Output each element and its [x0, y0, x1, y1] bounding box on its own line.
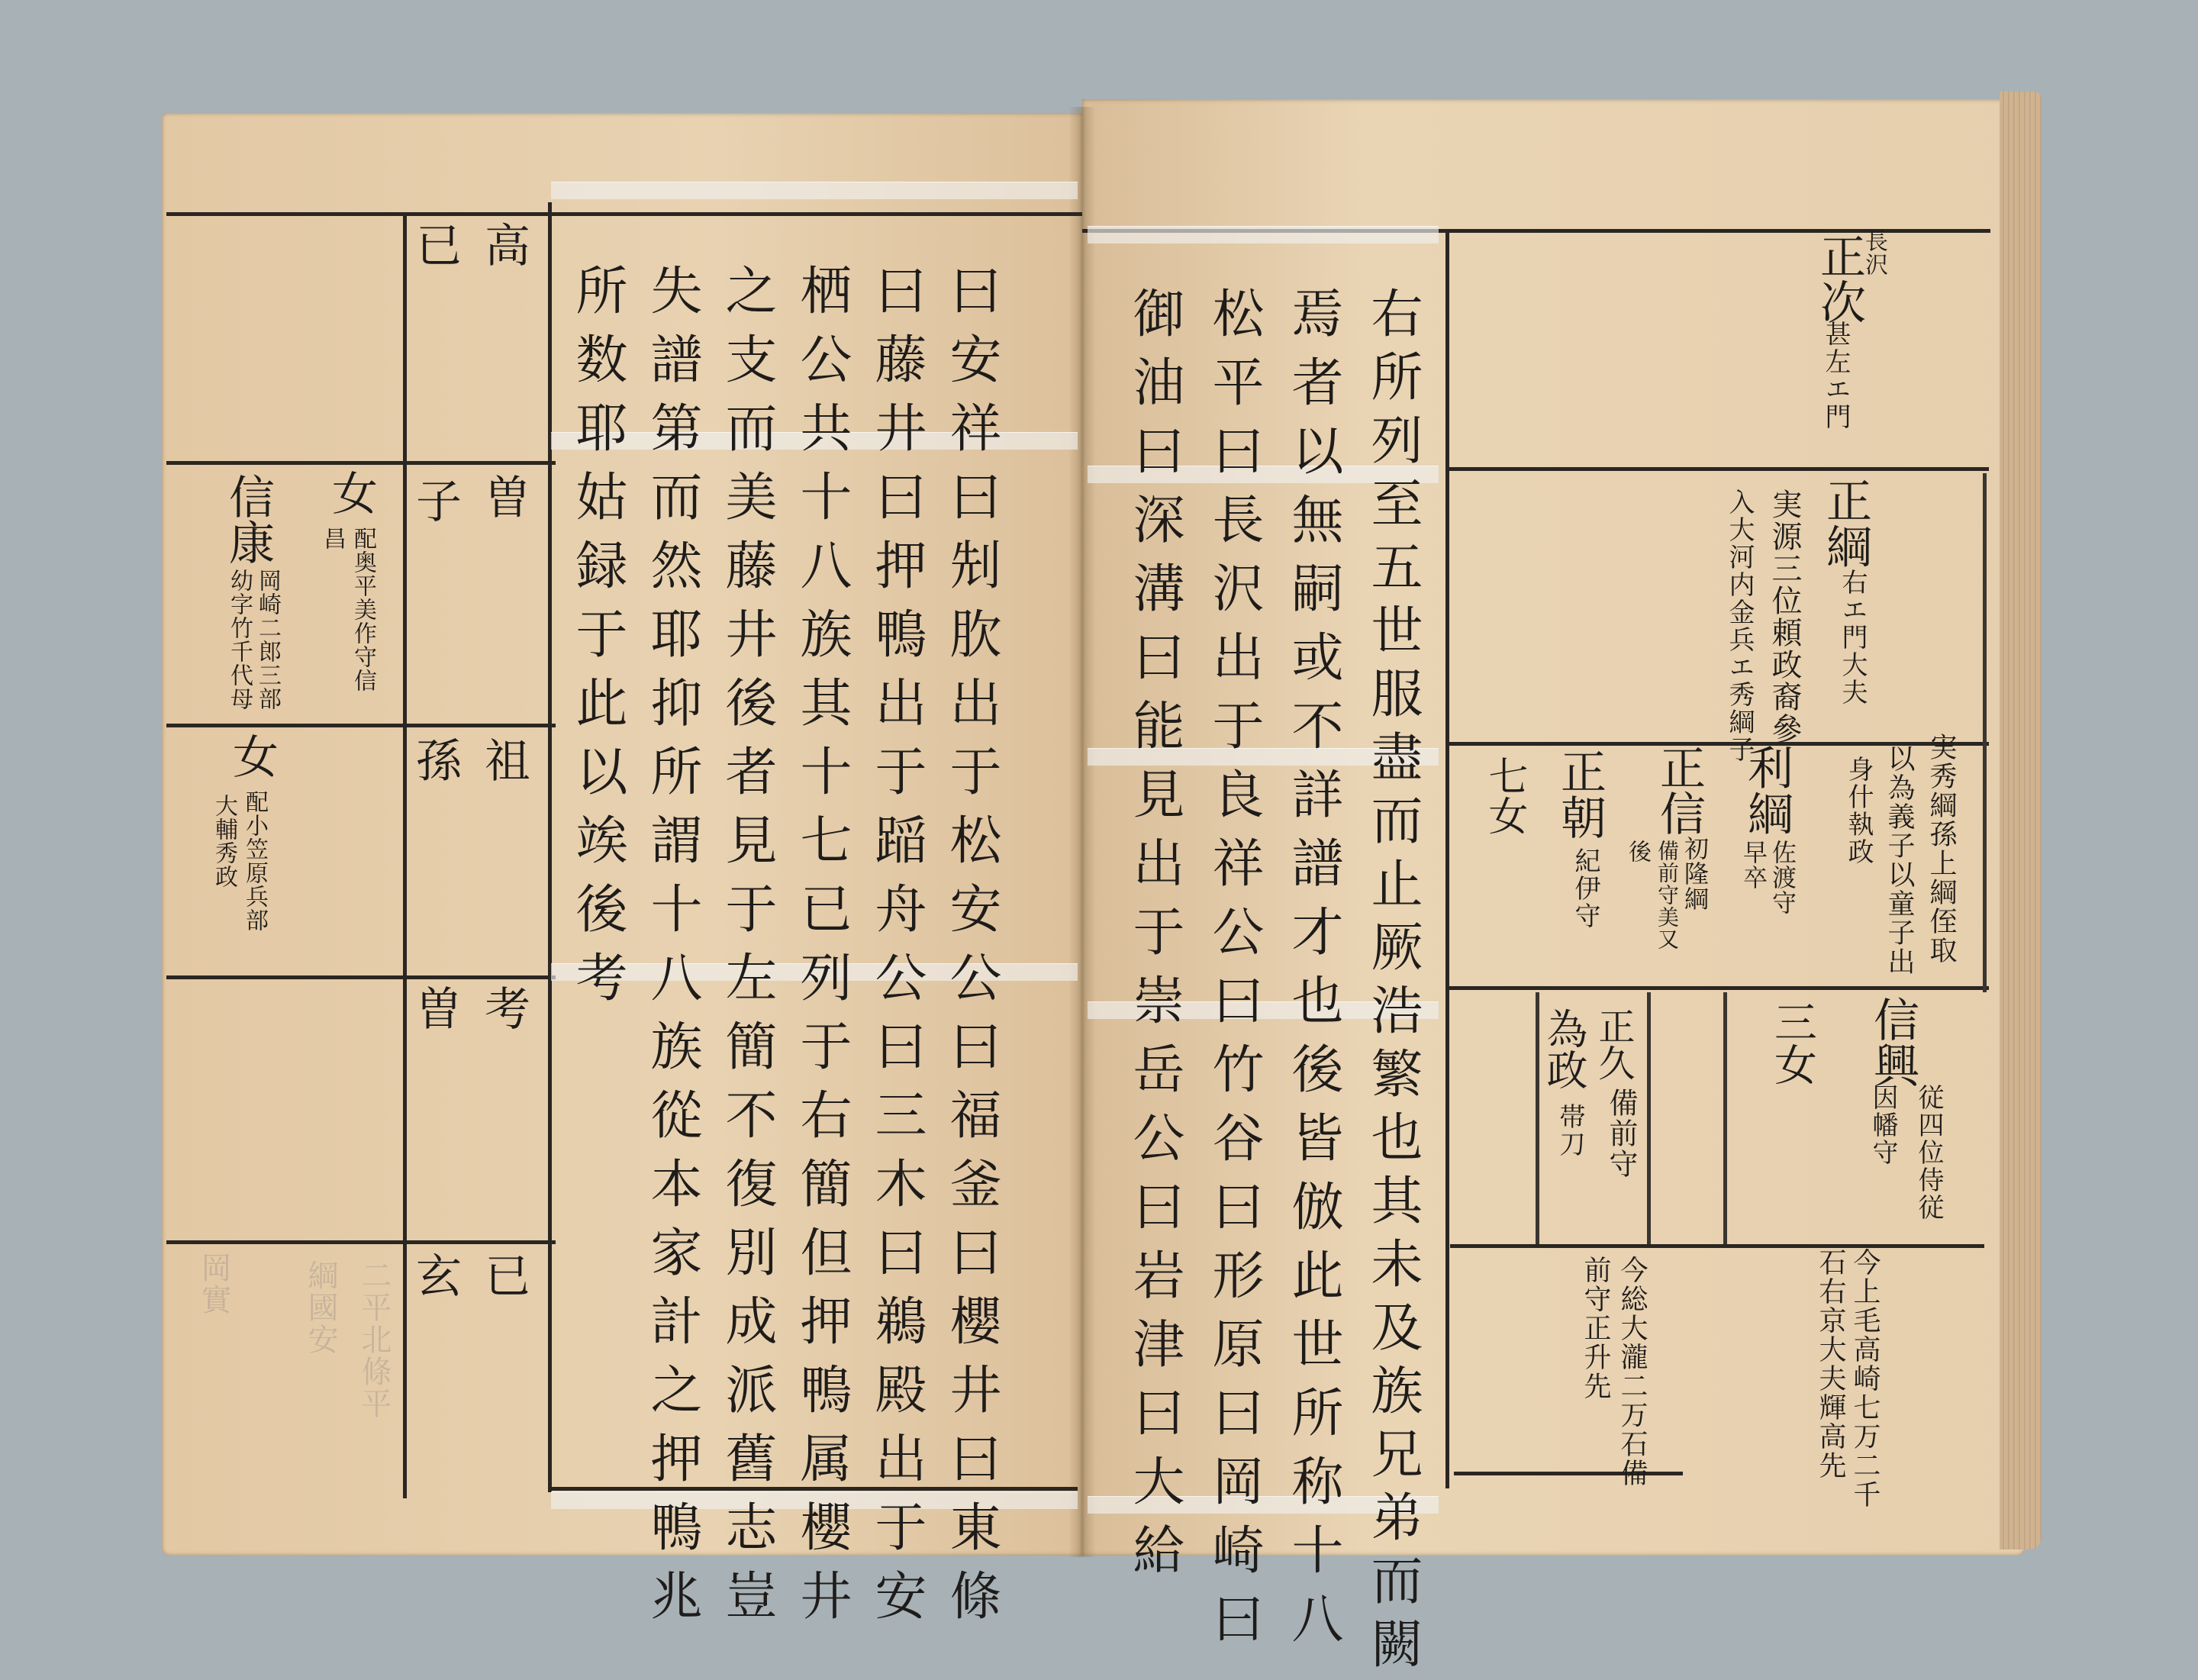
entry-note-masanobu-1: 初隆綱 [1681, 836, 1710, 911]
right-table-rule-4 [1450, 1244, 1984, 1248]
entry-note-tamemasa: 帯刀 [1555, 1103, 1585, 1158]
entry-name-masahisa: 正久 [1592, 1008, 1635, 1081]
right-table-rule-1 [1445, 467, 1989, 471]
tape-strip [551, 182, 1078, 199]
entry-note-toshitsuna-1: 佐渡守 [1768, 840, 1797, 915]
show-through-text: 綱國安 [303, 1259, 338, 1356]
entry-note-woman-2b: 大輔秀政 [211, 794, 237, 888]
grid-rule-4 [166, 1240, 556, 1244]
show-through-text: 岡實 [196, 1252, 231, 1316]
grid-char-son: 子 [408, 477, 462, 523]
grid-rule-3 [166, 975, 556, 979]
grid-divider-left [403, 212, 407, 1498]
right-text-column-1: 右所列至五世服盡而止厥浩繁也其未及族兄弟而闕 [1362, 286, 1423, 1680]
grid-char-great-grandson: 曽 [408, 985, 462, 1030]
tape-strip [1088, 226, 1439, 243]
entry-note-masatsuna-3: 入大河内金兵エ秀綱子 [1724, 489, 1755, 763]
entry-clan-nagasawa: 長沢 [1861, 229, 1887, 276]
right-table-divider-c [1723, 992, 1727, 1244]
left-top-rule [166, 212, 1082, 216]
show-through-text: 二平北條平 [356, 1259, 392, 1420]
entry-name-tamemasa: 為政 [1540, 1008, 1588, 1090]
grid-char-great-great: 高 [477, 221, 530, 267]
right-text-column-4: 御油曰深溝曰能見出于崇岳公曰岩津曰大給 [1124, 286, 1184, 1591]
grid-divider-right [548, 202, 552, 1492]
grid-char-self-top: 已 [408, 221, 462, 267]
entry-note-sanetsuna-1: 実秀綱孫上綱侄取 [1926, 733, 1957, 965]
entry-note-takasaki-2: 石右京大夫輝高先 [1815, 1248, 1846, 1480]
entry-name-shinkou: 信康 [221, 473, 275, 565]
entry-title-seven-daughters: 七女 [1481, 756, 1527, 835]
entry-name-masanobu: 正信 [1652, 744, 1706, 836]
entry-note-masatomo: 紀伊守 [1570, 847, 1600, 930]
entry-title-woman-2: 女 [225, 733, 279, 779]
entry-title-three-daughters: 三女 [1768, 1000, 1817, 1085]
entry-note-masatsugu: 甚左エ門 [1820, 321, 1851, 430]
right-text-column-2: 焉者以無嗣或不詳譜才也後皆倣此世所称十八 [1283, 286, 1343, 1660]
right-table-divider-b [1647, 992, 1651, 1244]
entry-note-sanetsuna-3: 身什執政 [1843, 756, 1874, 866]
entry-note-masatsuna-1: 右エ門大夫 [1837, 569, 1868, 706]
right-text-column-3: 松平曰長沢出于良祥公曰竹谷曰形原曰岡崎曰 [1204, 286, 1264, 1660]
text-column-1: 曰安祥曰𠜎肷出于松安公曰福釜曰櫻井曰東條 [941, 263, 1001, 1637]
book-gutter [1068, 107, 1096, 1557]
text-column-5: 失譜第而然耶抑所謂十八族從本家計之押鴨兆 [642, 263, 702, 1637]
entry-note-sanetsuna-2: 以為義子以童子出 [1884, 744, 1915, 976]
entry-name-nobuoki: 信興 [1866, 996, 1919, 1088]
grid-char-great-great-grandson: 玄 [408, 1252, 462, 1298]
grid-rule-2 [166, 724, 556, 727]
text-column-2: 曰藤井曰押鴨出于𨂻舟公曰三木曰鵜殿出于安 [866, 263, 927, 1637]
entry-note-nobuoki-1: 従四位侍従 [1913, 1084, 1944, 1221]
entry-note-masanobu-2: 備前守美又 [1655, 840, 1680, 950]
page-edge-stack [2000, 92, 2042, 1549]
entry-note-woman-1a: 配奥平美作守信 [350, 527, 376, 692]
entry-title-woman-1: 女 [324, 469, 378, 515]
grid-char-grandson: 孫 [408, 737, 462, 782]
right-table-left-border [1445, 229, 1449, 1488]
entry-note-woman-1b: 昌 [319, 527, 346, 550]
right-table-bottom [1454, 1472, 1683, 1475]
grid-char-great: 曽 [477, 473, 530, 519]
text-column-3: 栖公共十八族其十七已列于右簡但押鴨属櫻井 [791, 263, 852, 1637]
text-column-4: 之支而美藤井後者見于左簡不復別成派舊志豈 [717, 263, 777, 1637]
entry-note-woman-2a: 配小笠原兵部 [241, 790, 268, 932]
right-table-divider-d [1983, 473, 1987, 992]
grid-char-grandfather: 祖 [477, 737, 530, 782]
entry-note-otaki-2: 前守正升先 [1580, 1256, 1611, 1401]
entry-note-nobuoki-2: 因幡守 [1868, 1084, 1898, 1166]
right-table-rule-3 [1445, 986, 1989, 990]
entry-name-masatsugu: 正次 [1813, 233, 1866, 324]
text-column-6: 所数耶姑録于此以竢後考 [567, 263, 627, 1019]
entry-name-masatomo: 正朝 [1553, 748, 1607, 840]
entry-note-masahisa: 備前守 [1604, 1088, 1638, 1179]
entry-note-shinkou-1: 岡崎二郎三部 [254, 569, 281, 711]
grid-rule-1 [166, 461, 556, 465]
entry-note-toshitsuna-2: 早卒 [1739, 840, 1768, 890]
grid-char-father: 考 [477, 985, 530, 1030]
entry-note-masatsuna-2: 実源三位頼政裔參 [1767, 489, 1802, 745]
right-table-divider-a [1536, 992, 1539, 1244]
entry-note-otaki-1: 今総大瀧二万石備 [1616, 1256, 1648, 1488]
entry-name-masatsuna: 正綱 [1819, 477, 1872, 569]
entry-note-takasaki-1: 今上毛高崎七万二千 [1849, 1248, 1881, 1509]
entry-note-masanobu-3: 後 [1624, 840, 1651, 863]
grid-char-self-bottom: 已 [477, 1252, 530, 1298]
entry-name-toshitsuna: 利綱 [1740, 744, 1794, 836]
entry-note-shinkou-2: 幼字竹千代母 [226, 569, 253, 711]
